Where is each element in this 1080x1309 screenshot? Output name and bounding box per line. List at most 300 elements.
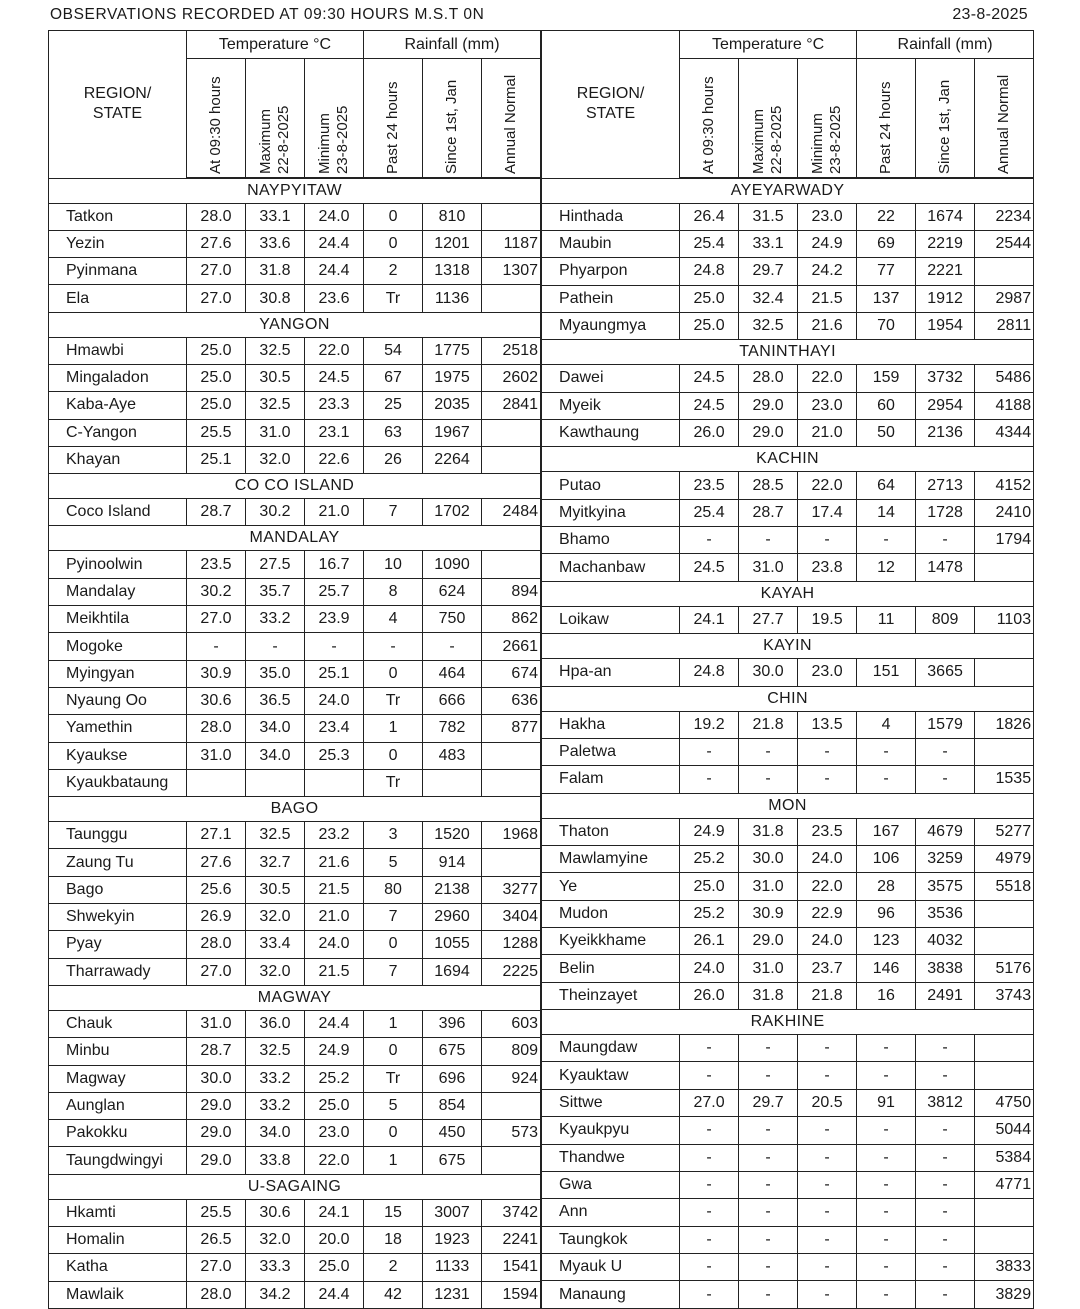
- temp-min-cell: 23.3: [305, 392, 364, 419]
- station-name-cell: Hakha: [542, 711, 680, 738]
- temp-min-cell: 24.9: [305, 1038, 364, 1065]
- temp-0930-cell: 26.0: [680, 420, 739, 447]
- rain-annual-normal-cell: [482, 551, 541, 578]
- rain-annual-normal-cell: 636: [482, 687, 541, 714]
- rain-24h-cell: 15: [364, 1199, 423, 1226]
- rain-since-jan-cell: -: [916, 738, 975, 765]
- temp-min-cell: 24.1: [305, 1199, 364, 1226]
- station-row: [49, 203, 541, 230]
- station-name-cell: Loikaw: [542, 606, 680, 633]
- temp-min-cell: 22.0: [305, 337, 364, 364]
- rain-annual-normal-cell: [482, 849, 541, 876]
- temp-max-cell: 32.0: [246, 446, 305, 473]
- rain-annual-normal-cell: 4750: [975, 1089, 1034, 1116]
- temp-0930-cell: 24.5: [680, 392, 739, 419]
- temp-max-cell: 31.0: [739, 873, 798, 900]
- section-header-row: [542, 340, 1034, 365]
- temp-max-cell: 29.0: [739, 420, 798, 447]
- station-name-cell: Kyaukpyu: [542, 1117, 680, 1144]
- station-row: [49, 551, 541, 578]
- rain-since-jan-cell: -: [916, 527, 975, 554]
- station-name-cell: Kyaukbataung: [49, 769, 187, 796]
- temp-min-cell: 22.0: [798, 365, 857, 392]
- temp-max-cell: 28.5: [739, 472, 798, 499]
- temp-min-cell: 17.4: [798, 499, 857, 526]
- temp-min-cell: 21.5: [798, 285, 857, 312]
- rain-annual-normal-cell: [975, 1062, 1034, 1089]
- rain-since-jan-cell: 1967: [423, 419, 482, 446]
- col-header-past-24: Past 24 hours: [857, 59, 916, 179]
- rain-24h-cell: 7: [364, 958, 423, 985]
- station-name-cell: Taunggu: [49, 822, 187, 849]
- temp-0930-cell: 31.0: [187, 742, 246, 769]
- temp-min-cell: 24.0: [305, 203, 364, 230]
- rain-24h-cell: 14: [857, 499, 916, 526]
- section-title: MON: [542, 793, 1034, 818]
- station-row: [49, 687, 541, 714]
- temp-0930-cell: 24.9: [680, 818, 739, 845]
- rain-since-jan-cell: 782: [423, 715, 482, 742]
- table-body-right: [542, 178, 1034, 1308]
- temp-max-cell: 32.4: [739, 285, 798, 312]
- station-row: [542, 873, 1034, 900]
- rain-since-jan-cell: 2491: [916, 982, 975, 1009]
- rain-24h-cell: 91: [857, 1089, 916, 1116]
- temp-max-cell: 32.0: [246, 958, 305, 985]
- rain-since-jan-cell: 1478: [916, 554, 975, 581]
- rain-annual-normal-cell: 2602: [482, 364, 541, 391]
- temp-min-cell: 24.9: [798, 230, 857, 257]
- temp-0930-cell: 25.0: [680, 285, 739, 312]
- rain-since-jan-cell: 396: [423, 1010, 482, 1037]
- rain-since-jan-cell: 696: [423, 1065, 482, 1092]
- temp-0930-cell: 31.0: [187, 1010, 246, 1037]
- station-name-cell: Kyeikkhame: [542, 928, 680, 955]
- temp-0930-cell: 25.0: [680, 312, 739, 339]
- rain-annual-normal-cell: 3743: [975, 982, 1034, 1009]
- rain-annual-normal-cell: [975, 1199, 1034, 1226]
- temp-min-cell: 23.0: [798, 659, 857, 686]
- rain-24h-cell: 159: [857, 365, 916, 392]
- station-row: [542, 312, 1034, 339]
- rain-since-jan-cell: 2136: [916, 420, 975, 447]
- station-name-cell: Ann: [542, 1199, 680, 1226]
- rain-annual-normal-cell: 2234: [975, 203, 1034, 230]
- temp-0930-cell: 26.0: [680, 982, 739, 1009]
- rain-annual-normal-cell: 894: [482, 578, 541, 605]
- section-header-row: [542, 634, 1034, 659]
- temp-max-cell: 36.5: [246, 687, 305, 714]
- rain-since-jan-cell: -: [916, 1171, 975, 1198]
- station-row: [49, 849, 541, 876]
- temp-0930-cell: 19.2: [680, 711, 739, 738]
- station-row: [542, 928, 1034, 955]
- section-header-row: [49, 1174, 541, 1199]
- section-title: BAGO: [49, 797, 541, 822]
- temp-0930-cell: 25.0: [680, 873, 739, 900]
- rain-since-jan-cell: 1136: [423, 285, 482, 312]
- rain-24h-cell: 18: [364, 1227, 423, 1254]
- temp-0930-cell: [187, 769, 246, 796]
- temp-min-cell: 24.5: [305, 364, 364, 391]
- temp-min-cell: 25.2: [305, 1065, 364, 1092]
- temp-0930-cell: -: [680, 1171, 739, 1198]
- rain-24h-cell: 42: [364, 1281, 423, 1308]
- rain-annual-normal-cell: [482, 203, 541, 230]
- rain-24h-cell: 12: [857, 554, 916, 581]
- rain-since-jan-cell: 3665: [916, 659, 975, 686]
- section-title: CO CO ISLAND: [49, 474, 541, 499]
- section-header-row: [542, 178, 1034, 203]
- station-row: [49, 1038, 541, 1065]
- rain-annual-normal-cell: [975, 659, 1034, 686]
- rain-since-jan-cell: 1318: [423, 258, 482, 285]
- rain-annual-normal-cell: 1103: [975, 606, 1034, 633]
- station-row: [49, 822, 541, 849]
- temp-0930-cell: -: [680, 1281, 739, 1309]
- station-name-cell: Bhamo: [542, 527, 680, 554]
- temp-max-cell: 32.5: [739, 312, 798, 339]
- station-row: [542, 1144, 1034, 1171]
- rain-24h-cell: 28: [857, 873, 916, 900]
- section-header-row: [542, 447, 1034, 472]
- section-title: KAYAH: [542, 581, 1034, 606]
- temp-max-cell: 28.7: [739, 499, 798, 526]
- rain-since-jan-cell: 2713: [916, 472, 975, 499]
- temp-min-cell: -: [305, 633, 364, 660]
- rain-24h-cell: 2: [364, 1254, 423, 1281]
- station-name-cell: Yamethin: [49, 715, 187, 742]
- station-name-cell: Myaungmya: [542, 312, 680, 339]
- temp-min-cell: 24.4: [305, 258, 364, 285]
- rain-24h-cell: 151: [857, 659, 916, 686]
- temp-max-cell: 33.6: [246, 230, 305, 257]
- rain-24h-cell: 54: [364, 337, 423, 364]
- station-row: [542, 955, 1034, 982]
- rain-annual-normal-cell: 924: [482, 1065, 541, 1092]
- rain-since-jan-cell: 2264: [423, 446, 482, 473]
- rain-annual-normal-cell: 1307: [482, 258, 541, 285]
- temp-0930-cell: 23.5: [187, 551, 246, 578]
- temp-0930-cell: 30.0: [187, 1065, 246, 1092]
- rain-24h-cell: -: [857, 1035, 916, 1062]
- rain-24h-cell: 1: [364, 715, 423, 742]
- station-name-cell: Putao: [542, 472, 680, 499]
- section-title: KAYIN: [542, 634, 1034, 659]
- station-row: [49, 1092, 541, 1119]
- rain-since-jan-cell: -: [916, 1117, 975, 1144]
- temp-0930-cell: 25.1: [187, 446, 246, 473]
- station-name-cell: Theinzayet: [542, 982, 680, 1009]
- rain-since-jan-cell: 2954: [916, 392, 975, 419]
- station-row: [49, 606, 541, 633]
- temp-max-cell: -: [739, 1171, 798, 1198]
- station-row: [49, 1120, 541, 1147]
- temp-0930-cell: 30.2: [187, 578, 246, 605]
- station-name-cell: Homalin: [49, 1227, 187, 1254]
- rain-annual-normal-cell: 2518: [482, 337, 541, 364]
- rain-annual-normal-cell: [482, 1147, 541, 1174]
- rain-since-jan-cell: 1133: [423, 1254, 482, 1281]
- temperature-group-header: Temperature °C: [680, 31, 857, 59]
- station-name-cell: Maungdaw: [542, 1035, 680, 1062]
- temp-max-cell: 30.9: [739, 900, 798, 927]
- station-name-cell: Mingaladon: [49, 364, 187, 391]
- temp-min-cell: 23.8: [798, 554, 857, 581]
- station-name-cell: Katha: [49, 1254, 187, 1281]
- rain-24h-cell: 146: [857, 955, 916, 982]
- temp-max-cell: -: [739, 1062, 798, 1089]
- rain-24h-cell: 16: [857, 982, 916, 1009]
- temp-max-cell: 21.8: [739, 711, 798, 738]
- rain-annual-normal-cell: 2811: [975, 312, 1034, 339]
- rain-annual-normal-cell: 2661: [482, 633, 541, 660]
- rain-annual-normal-cell: 3277: [482, 876, 541, 903]
- station-name-cell: Hpa-an: [542, 659, 680, 686]
- rain-24h-cell: 26: [364, 446, 423, 473]
- rain-annual-normal-cell: [975, 738, 1034, 765]
- rain-since-jan-cell: 666: [423, 687, 482, 714]
- section-header-row: [49, 312, 541, 337]
- temp-0930-cell: 23.5: [680, 472, 739, 499]
- temp-0930-cell: 27.0: [187, 606, 246, 633]
- rain-since-jan-cell: 1775: [423, 337, 482, 364]
- station-name-cell: Thaton: [542, 818, 680, 845]
- temp-max-cell: 29.0: [739, 928, 798, 955]
- rain-annual-normal-cell: 3742: [482, 1199, 541, 1226]
- rain-annual-normal-cell: 603: [482, 1010, 541, 1037]
- rain-annual-normal-cell: [975, 1035, 1034, 1062]
- rain-since-jan-cell: 3732: [916, 365, 975, 392]
- station-name-cell: Taungkok: [542, 1226, 680, 1253]
- rain-annual-normal-cell: 4344: [975, 420, 1034, 447]
- rain-since-jan-cell: 1201: [423, 230, 482, 257]
- station-row: [542, 606, 1034, 633]
- rain-since-jan-cell: -: [916, 766, 975, 793]
- temp-min-cell: 22.0: [798, 873, 857, 900]
- temp-min-cell: 23.7: [798, 955, 857, 982]
- col-header-since-jan: Since 1st, Jan: [423, 59, 482, 179]
- rain-since-jan-cell: 1090: [423, 551, 482, 578]
- temp-min-cell: 21.8: [798, 982, 857, 1009]
- temp-max-cell: 31.0: [739, 554, 798, 581]
- rain-since-jan-cell: 1694: [423, 958, 482, 985]
- temp-max-cell: -: [246, 633, 305, 660]
- temp-0930-cell: 26.5: [187, 1227, 246, 1254]
- temp-min-cell: 21.5: [305, 958, 364, 985]
- rain-annual-normal-cell: 2544: [975, 230, 1034, 257]
- temp-0930-cell: 27.1: [187, 822, 246, 849]
- temp-0930-cell: 28.7: [187, 499, 246, 526]
- temp-max-cell: 34.0: [246, 742, 305, 769]
- temp-0930-cell: -: [680, 1253, 739, 1280]
- station-row: [49, 931, 541, 958]
- rain-since-jan-cell: 854: [423, 1092, 482, 1119]
- station-row: [542, 1035, 1034, 1062]
- col-header-minimum: Minimum 23-8-2025: [798, 59, 857, 179]
- temp-max-cell: 30.0: [739, 846, 798, 873]
- temp-0930-cell: 29.0: [187, 1120, 246, 1147]
- rain-24h-cell: 3: [364, 822, 423, 849]
- report-title: OBSERVATIONS RECORDED AT 09:30 HOURS M.S.T 0N: [50, 6, 485, 23]
- rain-24h-cell: Tr: [364, 769, 423, 796]
- station-name-cell: Shwekyin: [49, 904, 187, 931]
- rain-24h-cell: 0: [364, 230, 423, 257]
- rain-since-jan-cell: 809: [916, 606, 975, 633]
- station-name-cell: Sittwe: [542, 1089, 680, 1116]
- rain-annual-normal-cell: 4152: [975, 472, 1034, 499]
- rainfall-group-header: Rainfall (mm): [857, 31, 1034, 59]
- rain-annual-normal-cell: 4188: [975, 392, 1034, 419]
- temp-max-cell: 30.5: [246, 876, 305, 903]
- station-name-cell: Pathein: [542, 285, 680, 312]
- temp-min-cell: 19.5: [798, 606, 857, 633]
- temp-min-cell: 16.7: [305, 551, 364, 578]
- temp-max-cell: 31.8: [246, 258, 305, 285]
- rain-24h-cell: 0: [364, 742, 423, 769]
- station-name-cell: Nyaung Oo: [49, 687, 187, 714]
- temp-min-cell: 21.6: [305, 849, 364, 876]
- station-row: [542, 711, 1034, 738]
- temp-min-cell: 24.2: [798, 258, 857, 285]
- rain-annual-normal-cell: 573: [482, 1120, 541, 1147]
- col-header-at-0930: At 09:30 hours: [187, 59, 246, 179]
- station-name-cell: Tharrawady: [49, 958, 187, 985]
- section-title: RAKHINE: [542, 1010, 1034, 1035]
- temp-min-cell: 25.0: [305, 1254, 364, 1281]
- rain-24h-cell: 0: [364, 203, 423, 230]
- temp-min-cell: -: [798, 1199, 857, 1226]
- station-name-cell: Phyarpon: [542, 258, 680, 285]
- temp-min-cell: 24.0: [798, 928, 857, 955]
- temp-0930-cell: 28.0: [187, 203, 246, 230]
- temp-0930-cell: -: [680, 1035, 739, 1062]
- rain-since-jan-cell: [423, 769, 482, 796]
- station-row: [542, 982, 1034, 1009]
- station-row: [542, 554, 1034, 581]
- rain-since-jan-cell: 1231: [423, 1281, 482, 1308]
- station-name-cell: Ye: [542, 873, 680, 900]
- temp-min-cell: -: [798, 1281, 857, 1309]
- section-title: MAGWAY: [49, 985, 541, 1010]
- rain-since-jan-cell: -: [916, 1062, 975, 1089]
- temp-0930-cell: -: [680, 766, 739, 793]
- temp-0930-cell: 27.0: [187, 258, 246, 285]
- station-row: [49, 1147, 541, 1174]
- station-row: [542, 285, 1034, 312]
- temp-0930-cell: 24.8: [680, 258, 739, 285]
- section-header-row: [49, 985, 541, 1010]
- rain-24h-cell: -: [857, 738, 916, 765]
- region-state-header: REGION/ STATE: [542, 31, 680, 179]
- station-name-cell: Meikhtila: [49, 606, 187, 633]
- rain-24h-cell: 4: [364, 606, 423, 633]
- report-date: 23-8-2025: [952, 6, 1028, 23]
- observations-table-right: [541, 30, 1034, 1309]
- rain-24h-cell: 69: [857, 230, 916, 257]
- rain-annual-normal-cell: 1968: [482, 822, 541, 849]
- temp-min-cell: 25.1: [305, 660, 364, 687]
- rain-24h-cell: 8: [364, 578, 423, 605]
- rain-annual-normal-cell: 4771: [975, 1171, 1034, 1198]
- rain-24h-cell: 50: [857, 420, 916, 447]
- temp-max-cell: 32.5: [246, 822, 305, 849]
- rain-annual-normal-cell: 2410: [975, 499, 1034, 526]
- temp-min-cell: 21.5: [305, 876, 364, 903]
- station-row: [542, 230, 1034, 257]
- station-row: [542, 1253, 1034, 1280]
- rain-24h-cell: -: [857, 1144, 916, 1171]
- station-name-cell: Aunglan: [49, 1092, 187, 1119]
- rain-annual-normal-cell: 5277: [975, 818, 1034, 845]
- temp-min-cell: -: [798, 766, 857, 793]
- temp-max-cell: 33.3: [246, 1254, 305, 1281]
- station-name-cell: Kyaukse: [49, 742, 187, 769]
- station-name-cell: Hmawbi: [49, 337, 187, 364]
- col-header-since-jan: Since 1st, Jan: [916, 59, 975, 179]
- rain-24h-cell: 7: [364, 904, 423, 931]
- rain-24h-cell: 22: [857, 203, 916, 230]
- section-header-row: [542, 793, 1034, 818]
- station-name-cell: Pyinoolwin: [49, 551, 187, 578]
- rain-annual-normal-cell: [975, 258, 1034, 285]
- temp-min-cell: 24.0: [798, 846, 857, 873]
- rain-annual-normal-cell: 1535: [975, 766, 1034, 793]
- rain-annual-normal-cell: 809: [482, 1038, 541, 1065]
- rain-24h-cell: 10: [364, 551, 423, 578]
- station-row: [542, 900, 1034, 927]
- temp-max-cell: 33.2: [246, 1092, 305, 1119]
- temp-max-cell: -: [739, 1144, 798, 1171]
- temp-0930-cell: 25.5: [187, 1199, 246, 1226]
- rain-annual-normal-cell: [975, 554, 1034, 581]
- temp-max-cell: 33.1: [739, 230, 798, 257]
- station-name-cell: Coco Island: [49, 499, 187, 526]
- rain-annual-normal-cell: 674: [482, 660, 541, 687]
- temp-min-cell: 23.2: [305, 822, 364, 849]
- temp-max-cell: 29.0: [739, 392, 798, 419]
- temp-0930-cell: 28.0: [187, 715, 246, 742]
- rain-annual-normal-cell: [482, 446, 541, 473]
- temp-0930-cell: 27.0: [187, 1254, 246, 1281]
- rain-since-jan-cell: 2219: [916, 230, 975, 257]
- station-row: [542, 1199, 1034, 1226]
- station-name-cell: Thandwe: [542, 1144, 680, 1171]
- table-body-left: [49, 178, 541, 1308]
- station-row: [542, 766, 1034, 793]
- temp-0930-cell: -: [680, 1226, 739, 1253]
- station-row: [542, 527, 1034, 554]
- temp-max-cell: 31.5: [739, 203, 798, 230]
- temp-min-cell: 22.0: [305, 1147, 364, 1174]
- temp-0930-cell: 25.0: [187, 364, 246, 391]
- report-header: [50, 6, 1028, 28]
- rain-annual-normal-cell: 4979: [975, 846, 1034, 873]
- temp-max-cell: -: [739, 1281, 798, 1309]
- rain-24h-cell: 5: [364, 1092, 423, 1119]
- temp-0930-cell: 27.6: [187, 230, 246, 257]
- rain-since-jan-cell: -: [916, 1035, 975, 1062]
- rain-since-jan-cell: -: [916, 1144, 975, 1171]
- station-row: [542, 1171, 1034, 1198]
- rain-since-jan-cell: 2960: [423, 904, 482, 931]
- station-row: [49, 446, 541, 473]
- temp-max-cell: 34.0: [246, 1120, 305, 1147]
- rain-annual-normal-cell: 2225: [482, 958, 541, 985]
- temp-0930-cell: 26.1: [680, 928, 739, 955]
- rain-annual-normal-cell: 2484: [482, 499, 541, 526]
- rain-since-jan-cell: 2035: [423, 392, 482, 419]
